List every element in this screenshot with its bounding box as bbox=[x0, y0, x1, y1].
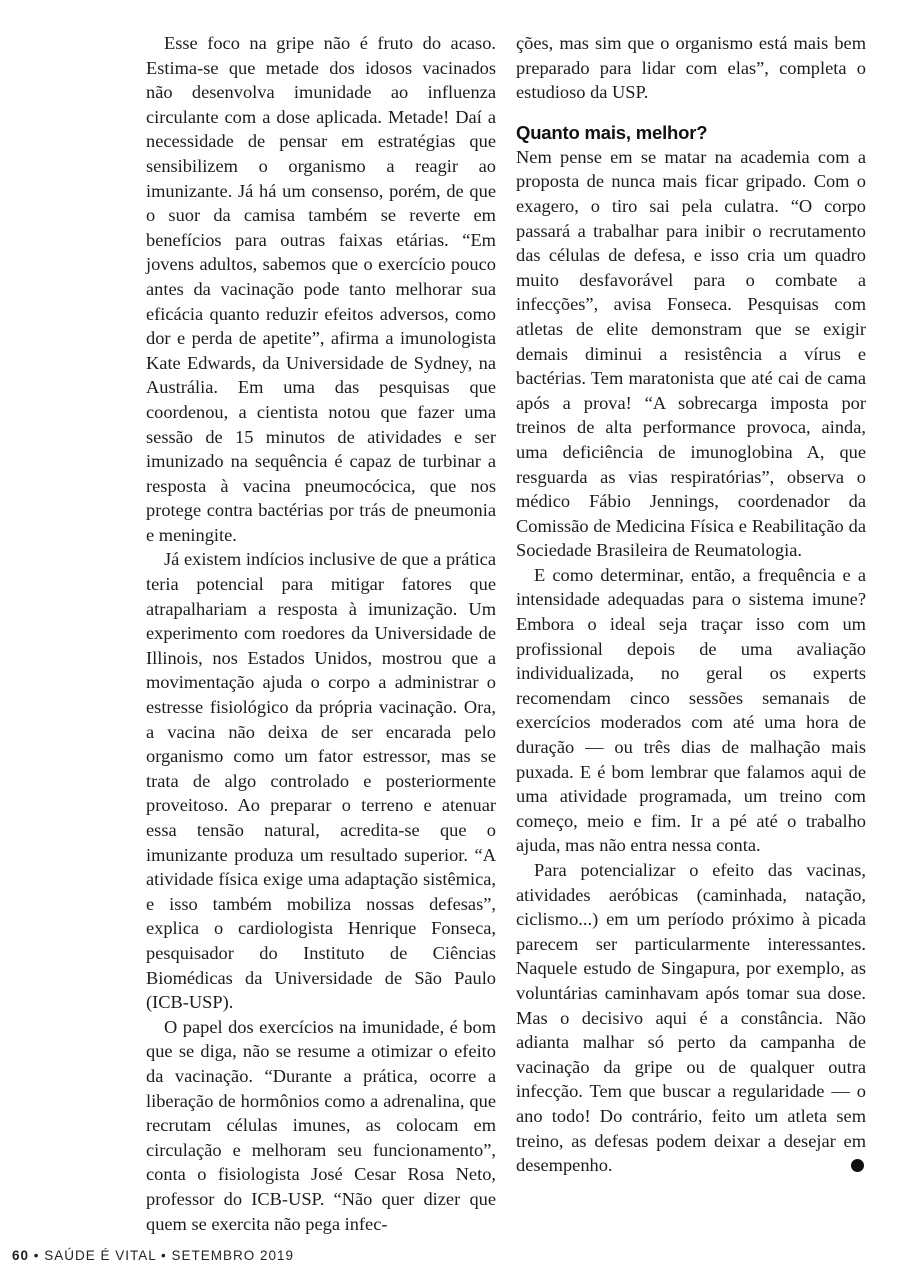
body-paragraph: E como determinar, então, a frequência e a intensidade adequadas para o sistema imune? Embora o ideal seja traçar isso com um profissional depois de uma avaliação individualizada, no geral os experts recomendam cinco sessões semanais de exercícios moderados com até uma hora de duração — ou três dias de malhação mais puxada. E é bom lembrar que falamos aqui de uma atividade programada, um treino com começo, meio e fim. Ir a pé até o trabalho ajuda, mas não entra nessa conta. bbox=[516, 564, 866, 856]
body-paragraph: Nem pense em se matar na academia com a proposta de nunca mais ficar gripado. Com o exagero, o tiro sai pela culatra. “O corpo passará a trabalhar para inibir o recrutamento das células de defesa, e isso cria um quadro muito desfavorável para o combate a infecções”, avisa Fonseca. Pesquisas com atletas de elite demonstram que se exigir demais diminui a resistência a vírus e bactérias. Tem maratonista que até cai de cama após a prova! “A sobrecarga imposta por treinos de alta performance provoca, ainda, uma deficiência de imunoglobina A, que resguarda as vias respiratórias”, observa o médico Fábio Jennings, coordenador da Comissão de Medicina Física e Reabilitação da Sociedade Brasileira de Reumatologia. bbox=[516, 146, 866, 561]
right-column bbox=[516, 31, 866, 1178]
footer-publication: • SAÚDE É VITAL • SETEMBRO 2019 bbox=[29, 1248, 295, 1263]
page-footer bbox=[12, 1248, 294, 1263]
section-subhead: Quanto mais, melhor? bbox=[516, 121, 708, 143]
left-column bbox=[146, 31, 496, 1236]
body-paragraph: Já existem indícios inclusive de que a prática teria potencial para mitigar fatores que atrapalhariam a resposta à imunização. Um experimento com roedores da Universidade de Illinois, nos Estados Unidos, mostrou que a movimentação ajuda o corpo a administrar o estresse fisiológico da própria vacinação. Ora, a vacina não deixa de ser encarada pelo organismo como um fator estressor, mas se trata de algo controlado e posteriormente proveitoso. Ao preparar o terreno e atenuar essa tensão natural, acredita-se que o imunizante produza um resultado superior. “A atividade física exige uma adaptação sistêmica, e isso também mobiliza nossas defesas”, explica o cardiologista Henrique Fonseca, pesquisador do Instituto de Ciências Biomédicas da Universidade de São Paulo (ICB-USP). bbox=[146, 549, 496, 1013]
continued-paragraph: ções, mas sim que o organismo está mais bem preparado para lidar com elas”, completa o estudioso da USP. bbox=[516, 33, 866, 103]
body-paragraph bbox=[516, 858, 866, 1178]
final-paragraph-text: Para potencializar o efeito das vacinas, atividades aeróbicas (caminhada, natação, ciclismo...) em um período próximo à picada parecem ser particularmente interessantes. Naquele estudo de Singapura, por exemplo, as voluntárias caminhavam após tomar sua dose. Mas o decisivo aqui é a constância. Não adianta malhar só perto da campanha de vacinação da gripe ou de qualquer outra infecção. Tem que buscar a regularidade — o ano todo! Do contrário, feito um atleta sem treino, as defesas podem deixar a desejar em desempenho. bbox=[516, 860, 866, 1176]
page-number: 60 bbox=[12, 1248, 30, 1263]
end-of-article-bullet-icon bbox=[851, 1159, 864, 1172]
body-paragraph: Esse foco na gripe não é fruto do acaso. Estima-se que metade dos idosos vacinados não desenvolva imunidade ao influenza circulante com a dose aplicada. Metade! Daí a necessidade de pensar em estratégias que sensibilizem o organismo a reagir ao imunizante. Já há um consenso, porém, de que o suor da camisa também se reverte em benefícios para outras faixas etárias. “Em jovens adultos, sabemos que o exercício pouco antes da vacinação pode tanto melhorar sua eficácia quanto reduzir efeitos adversos, como dor e perda de apetite”, afirma a imunologista Kate Edwards, da Universidade de Sydney, na Austrália. Em uma das pesquisas que coordenou, a cientista notou que fazer uma sessão de 15 minutos de atividades e ser imunizado na sequência é capaz de turbinar a resposta à vacina pneumocócica, que nos protege contra bactérias por trás de pneumonia e meningite. bbox=[146, 33, 496, 545]
body-paragraph: O papel dos exercícios na imunidade, é bom que se diga, não se resume a otimizar o efeito da vacinação. “Durante a prática, ocorre a liberação de hormônios como a adrenalina, que recrutam células imunes, as colocam em circulação e melhoram seu funcionamento”, conta o fisiologista José Cesar Rosa Neto, professor do ICB-USP. “Não quer dizer que quem se exercita não pega infec- bbox=[146, 1016, 496, 1234]
